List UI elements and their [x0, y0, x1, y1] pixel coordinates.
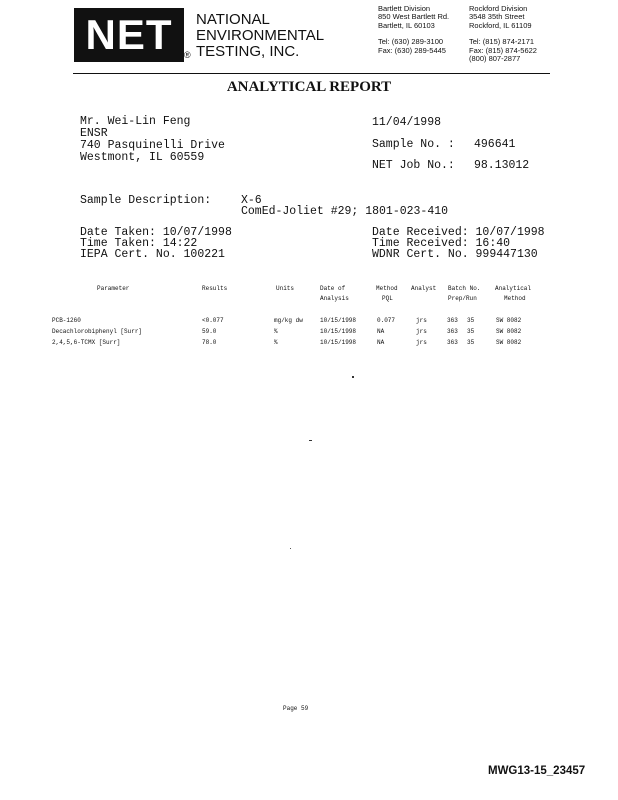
col-batch-no: Batch No. — [448, 285, 481, 292]
scan-speck — [290, 548, 291, 549]
col-method2: Method — [504, 295, 526, 302]
cell-result: <0.077 — [202, 317, 224, 324]
cell-parameter: PCB-1260 — [52, 317, 81, 324]
cell-pql: NA — [377, 339, 385, 346]
cell-date: 10/15/1998 — [320, 328, 357, 335]
rockford-line3: Rockford, IL 61109 — [469, 20, 532, 30]
col-results: Results — [202, 285, 228, 292]
registered-mark: ® — [184, 50, 191, 60]
scan-speck — [309, 440, 312, 441]
cell-method: SW 8082 — [496, 328, 522, 335]
client-address — [80, 116, 225, 164]
bartlett-line2: 850 West Bartlett Rd. — [378, 12, 450, 22]
document-id: MWG13-15_23457 — [488, 765, 586, 777]
col-analyst: Analyst — [411, 285, 437, 292]
cell-analyst: jrs — [416, 328, 427, 335]
rockford-phone2: (800) 807-2877 — [469, 54, 521, 64]
bartlett-tel: Tel: (630) 289-3100 — [378, 37, 444, 47]
cell-pql: NA — [377, 328, 385, 335]
sample-description-line2: ComEd-Joliet #29; 1801-023-410 — [241, 205, 449, 218]
time-taken-label: Time Taken: — [80, 237, 156, 250]
sample-no: 496641 — [474, 138, 516, 151]
cell-result: 78.0 — [202, 339, 217, 346]
sample-no-label: Sample No. : — [372, 138, 455, 151]
col-method: Method — [376, 285, 398, 292]
page-number: Page 59 — [283, 705, 309, 712]
iepa-cert: 100221 — [183, 248, 225, 261]
client-street: 740 Pasquinelli Drive — [80, 139, 225, 152]
bartlett-line1: Bartlett Division — [378, 4, 431, 13]
company-name-line3: TESTING, INC. — [196, 43, 300, 60]
cell-pql: 0.077 — [377, 317, 396, 324]
wdnr-cert: 999447130 — [475, 248, 538, 261]
cell-analyst: jrs — [416, 339, 427, 346]
report-date: 11/04/1998 — [372, 116, 442, 129]
bartlett-line3: Bartlett, IL 60103 — [378, 20, 435, 30]
date-received: 10/07/1998 — [475, 226, 545, 239]
cell-result: 59.0 — [202, 328, 217, 335]
company-name-line1: NATIONAL — [196, 11, 270, 28]
wdnr-label: WDNR Cert. No. — [372, 248, 469, 261]
received-block — [372, 227, 545, 260]
company-name-line2: ENVIRONMENTAL — [196, 27, 325, 44]
bartlett-fax: Fax: (630) 289-5445 — [378, 45, 446, 55]
rockford-fax: Fax: (815) 874-5622 — [469, 45, 537, 55]
client-company: ENSR — [80, 127, 108, 140]
time-taken: 14:22 — [162, 237, 198, 250]
col-parameter: Parameter — [97, 285, 130, 292]
date-taken: 10/07/1998 — [162, 226, 232, 239]
col-analytical: Analytical — [495, 285, 532, 292]
cell-method: SW 8082 — [496, 339, 522, 346]
sample-description-line1: X-6 — [241, 194, 262, 207]
cell-run: 35 — [467, 317, 475, 324]
job-no-label: NET Job No.: — [372, 159, 455, 172]
net-logo: NET — [85, 11, 173, 58]
col-analysis: Analysis — [320, 295, 349, 302]
col-pql: PQL — [382, 295, 393, 302]
cell-units: mg/kg dw — [274, 317, 303, 324]
rockford-line2: 3548 35th Street — [469, 12, 525, 22]
cell-prep: 363 — [447, 317, 458, 324]
cell-method: SW 8082 — [496, 317, 522, 324]
rockford-line1: Rockford Division — [469, 4, 528, 13]
cell-date: 10/15/1998 — [320, 317, 357, 324]
cell-prep: 363 — [447, 339, 458, 346]
iepa-label: IEPA Cert. No. — [80, 248, 177, 261]
rockford-tel: Tel: (815) 874-2171 — [469, 37, 535, 47]
col-prep-run: Prep/Run — [448, 295, 477, 302]
cell-units: % — [274, 328, 278, 335]
job-no: 98.13012 — [474, 159, 530, 172]
header-rule — [73, 73, 550, 74]
time-received-label: Time Received: — [372, 237, 469, 250]
cell-parameter: 2,4,5,6-TCMX [Surr] — [52, 339, 121, 346]
cell-run: 35 — [467, 339, 475, 346]
date-received-label: Date Received: — [372, 226, 469, 239]
cell-run: 35 — [467, 328, 475, 335]
taken-block — [80, 227, 232, 260]
col-units: Units — [276, 285, 295, 292]
cell-analyst: jrs — [416, 317, 427, 324]
client-city: Westmont, IL 60559 — [80, 151, 205, 164]
col-date-of: Date of — [320, 285, 346, 292]
sample-description-label: Sample Description: — [80, 194, 212, 207]
date-taken-label: Date Taken: — [80, 226, 156, 239]
scan-speck — [352, 376, 354, 378]
cell-prep: 363 — [447, 328, 458, 335]
bartlett-address — [378, 5, 449, 55]
cell-date: 10/15/1998 — [320, 339, 357, 346]
cell-units: % — [274, 339, 278, 346]
rockford-address — [469, 5, 537, 63]
report-title: ANALYTICAL REPORT — [226, 79, 392, 95]
time-received: 16:40 — [475, 237, 511, 250]
client-name: Mr. Wei-Lin Feng — [80, 115, 191, 128]
cell-parameter: Decachlorobiphenyl [Surr] — [52, 328, 143, 335]
